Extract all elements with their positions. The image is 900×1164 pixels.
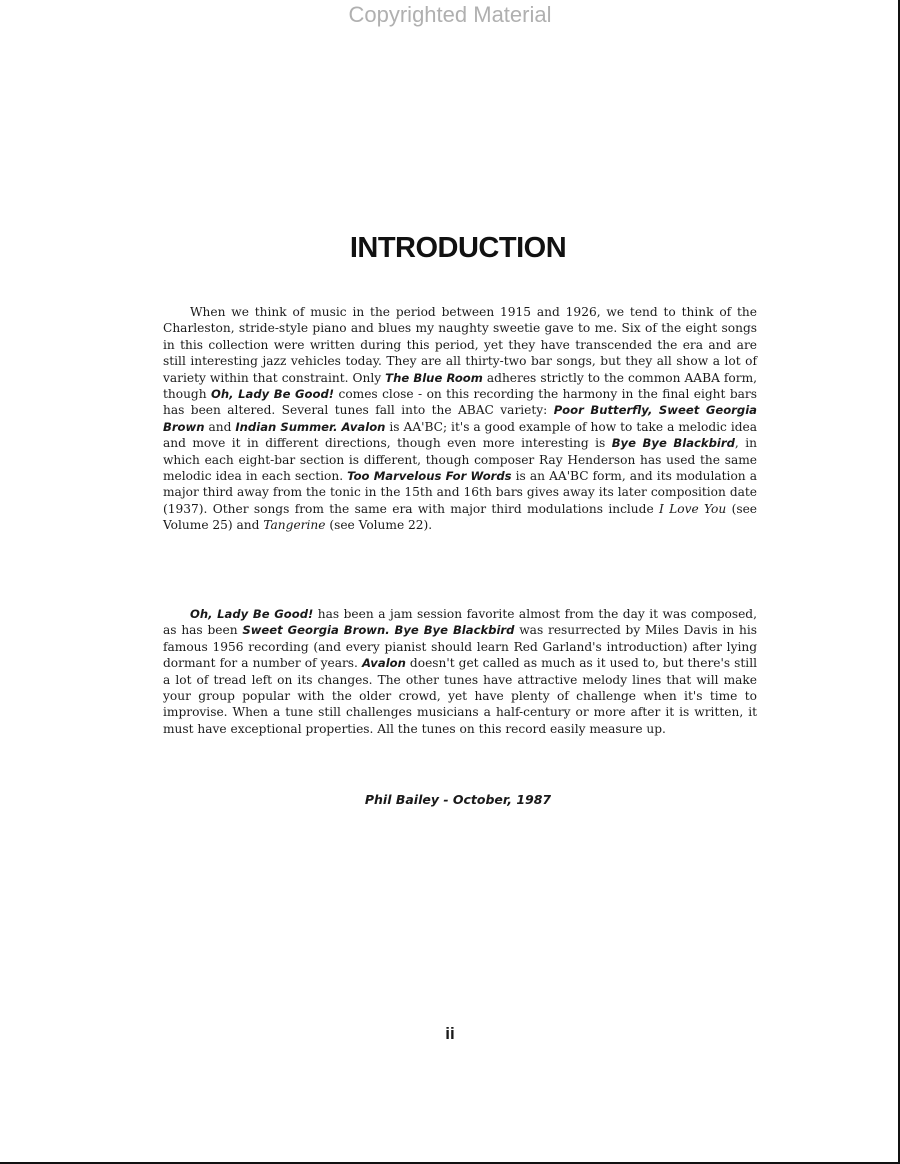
text-run: doesn't get called as much as it used to, but there's still a lot of tread left on its changes. The other tunes have attractive melody lines that will make your group popular with the older crowd, yet have plenty of challenge when it's time to improvise. When a tune still challenges musicians a half-century or more after it is written, it must have exceptional properties. All the tunes on this record easily measure up. <box>163 656 757 736</box>
song-title: Sweet Georgia Brown. <box>242 623 390 638</box>
text-run: was resurrected by Miles Davis in his famous 1956 recording (and every pianist should learn Red Garland's introduction) after lying dormant for a number of years. <box>163 623 758 671</box>
page-number: ii <box>445 1024 455 1043</box>
page-title: INTRODUCTION <box>349 232 567 264</box>
author-signature: Phil Bailey - October, 1987 <box>364 792 552 807</box>
song-title: Indian Summer. <box>235 419 338 434</box>
text-run: (see Volume 25) and <box>163 501 758 533</box>
song-title: I Love You <box>659 501 727 516</box>
song-title: Too Marvelous For Words <box>347 469 512 484</box>
song-title: Avalon <box>341 419 386 434</box>
song-title: The Blue Room <box>385 370 483 385</box>
text-run: When we think of music in the period between 1915 and 1926, we tend to think of the Charleston, stride-style piano and blues my naughty sweetie gave to me. Six of the eight songs in this collection were written during this period, yet they have transcended the era and are still interesting jazz vehicles today. They are all thirty-two bar songs, but they all show a lot of variety within that constraint. Only <box>163 305 757 385</box>
intro-paragraph-1 <box>163 304 757 534</box>
song-title: Oh, Lady Be Good! <box>211 387 335 402</box>
text-run: adheres strictly to the common AABA form, though <box>163 370 757 402</box>
text-run: is an AA'BC form, and its modulation a major third away from the tonic in the 15th and 16th bars gives away its later composition date (1937). Other songs from the same era with major third modulations include <box>163 469 757 516</box>
text-run: (see Volume 22). <box>325 518 433 533</box>
text-run: has been a jam session favorite almost from the day it was composed, as has been <box>163 607 757 638</box>
song-title: Poor Butterfly, Sweet Georgia Brown <box>163 403 757 434</box>
text-run: , in which each eight-bar section is different, though composer Ray Henderson has used the same melodic idea in each section. <box>163 436 757 484</box>
text-run: is AA'BC; it's a good example of how to take a melodic idea and move it in different directions, though even more interesting is <box>163 419 757 451</box>
copyright-watermark: Copyrighted Material <box>348 2 552 27</box>
song-title: Avalon <box>361 656 406 671</box>
song-title: Oh, Lady Be Good! <box>190 607 314 621</box>
song-title: Bye Bye Blackbird <box>394 623 515 638</box>
song-title: Tangerine <box>263 518 326 533</box>
song-title: Bye Bye Blackbird <box>611 436 735 451</box>
intro-paragraph-2 <box>163 606 757 737</box>
text-run: comes close - on this recording the harmony in the final eight bars has been altered. Several tunes fall into the ABAC variety: <box>163 387 757 418</box>
text-run: and <box>204 419 236 434</box>
